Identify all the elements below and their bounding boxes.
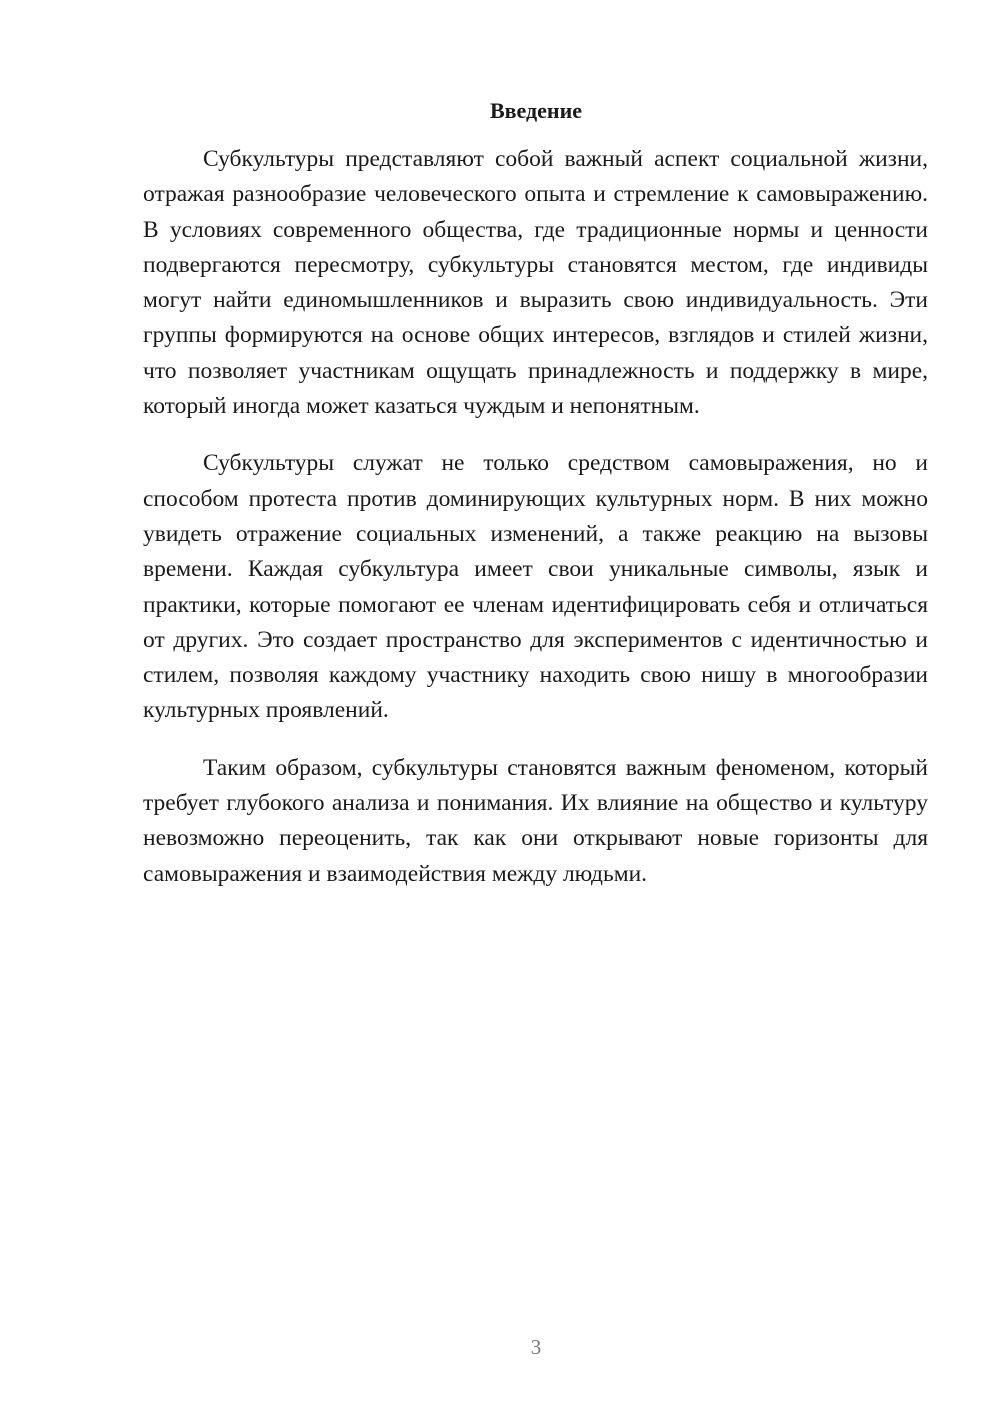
section-heading: Введение [489, 98, 583, 123]
paragraph-2: Субкультуры служат не только средством самовыражения, но и способом протеста против доминирующих культурных норм. В них можно увидеть отражение социальных изменений, а также реакцию на вызовы времени. Каждая субкультура имеет свои уникальные символы, язык и практики, которые помогают ее членам идентифицировать себя и отличаться от других. Это создает пространство для экспериментов с идентичностью и стилем, позволяя каждому участнику находить свою нишу в многообразии культурных проявлений. [143, 450, 928, 724]
body-text [143, 142, 928, 914]
page-number: 3 [530, 1335, 542, 1359]
paragraph-3: Таким образом, субкультуры становятся важным феноменом, который требует глубокого анализа и понимания. Их влияние на общество и культуру невозможно переоценить, так как они открывают новые горизонты для самовыражения и взаимодействия между людьми. [143, 754, 928, 887]
paragraph-1: Субкультуры представляют собой важный аспект социальной жизни, отражая разнообразие человеческого опыта и стремление к самовыражению. В условиях современного общества, где традиционные нормы и ценности подвергаются пересмотру, субкультуры становятся местом, где индивиды могут найти единомышленников и выразить свою индивидуальность. Эти группы формируются на основе общих интересов, взглядов и стилей жизни, что позволяет участникам ощущать принадлежность и поддержку в мире, который иногда может казаться чуждым и непонятным. [143, 146, 928, 420]
